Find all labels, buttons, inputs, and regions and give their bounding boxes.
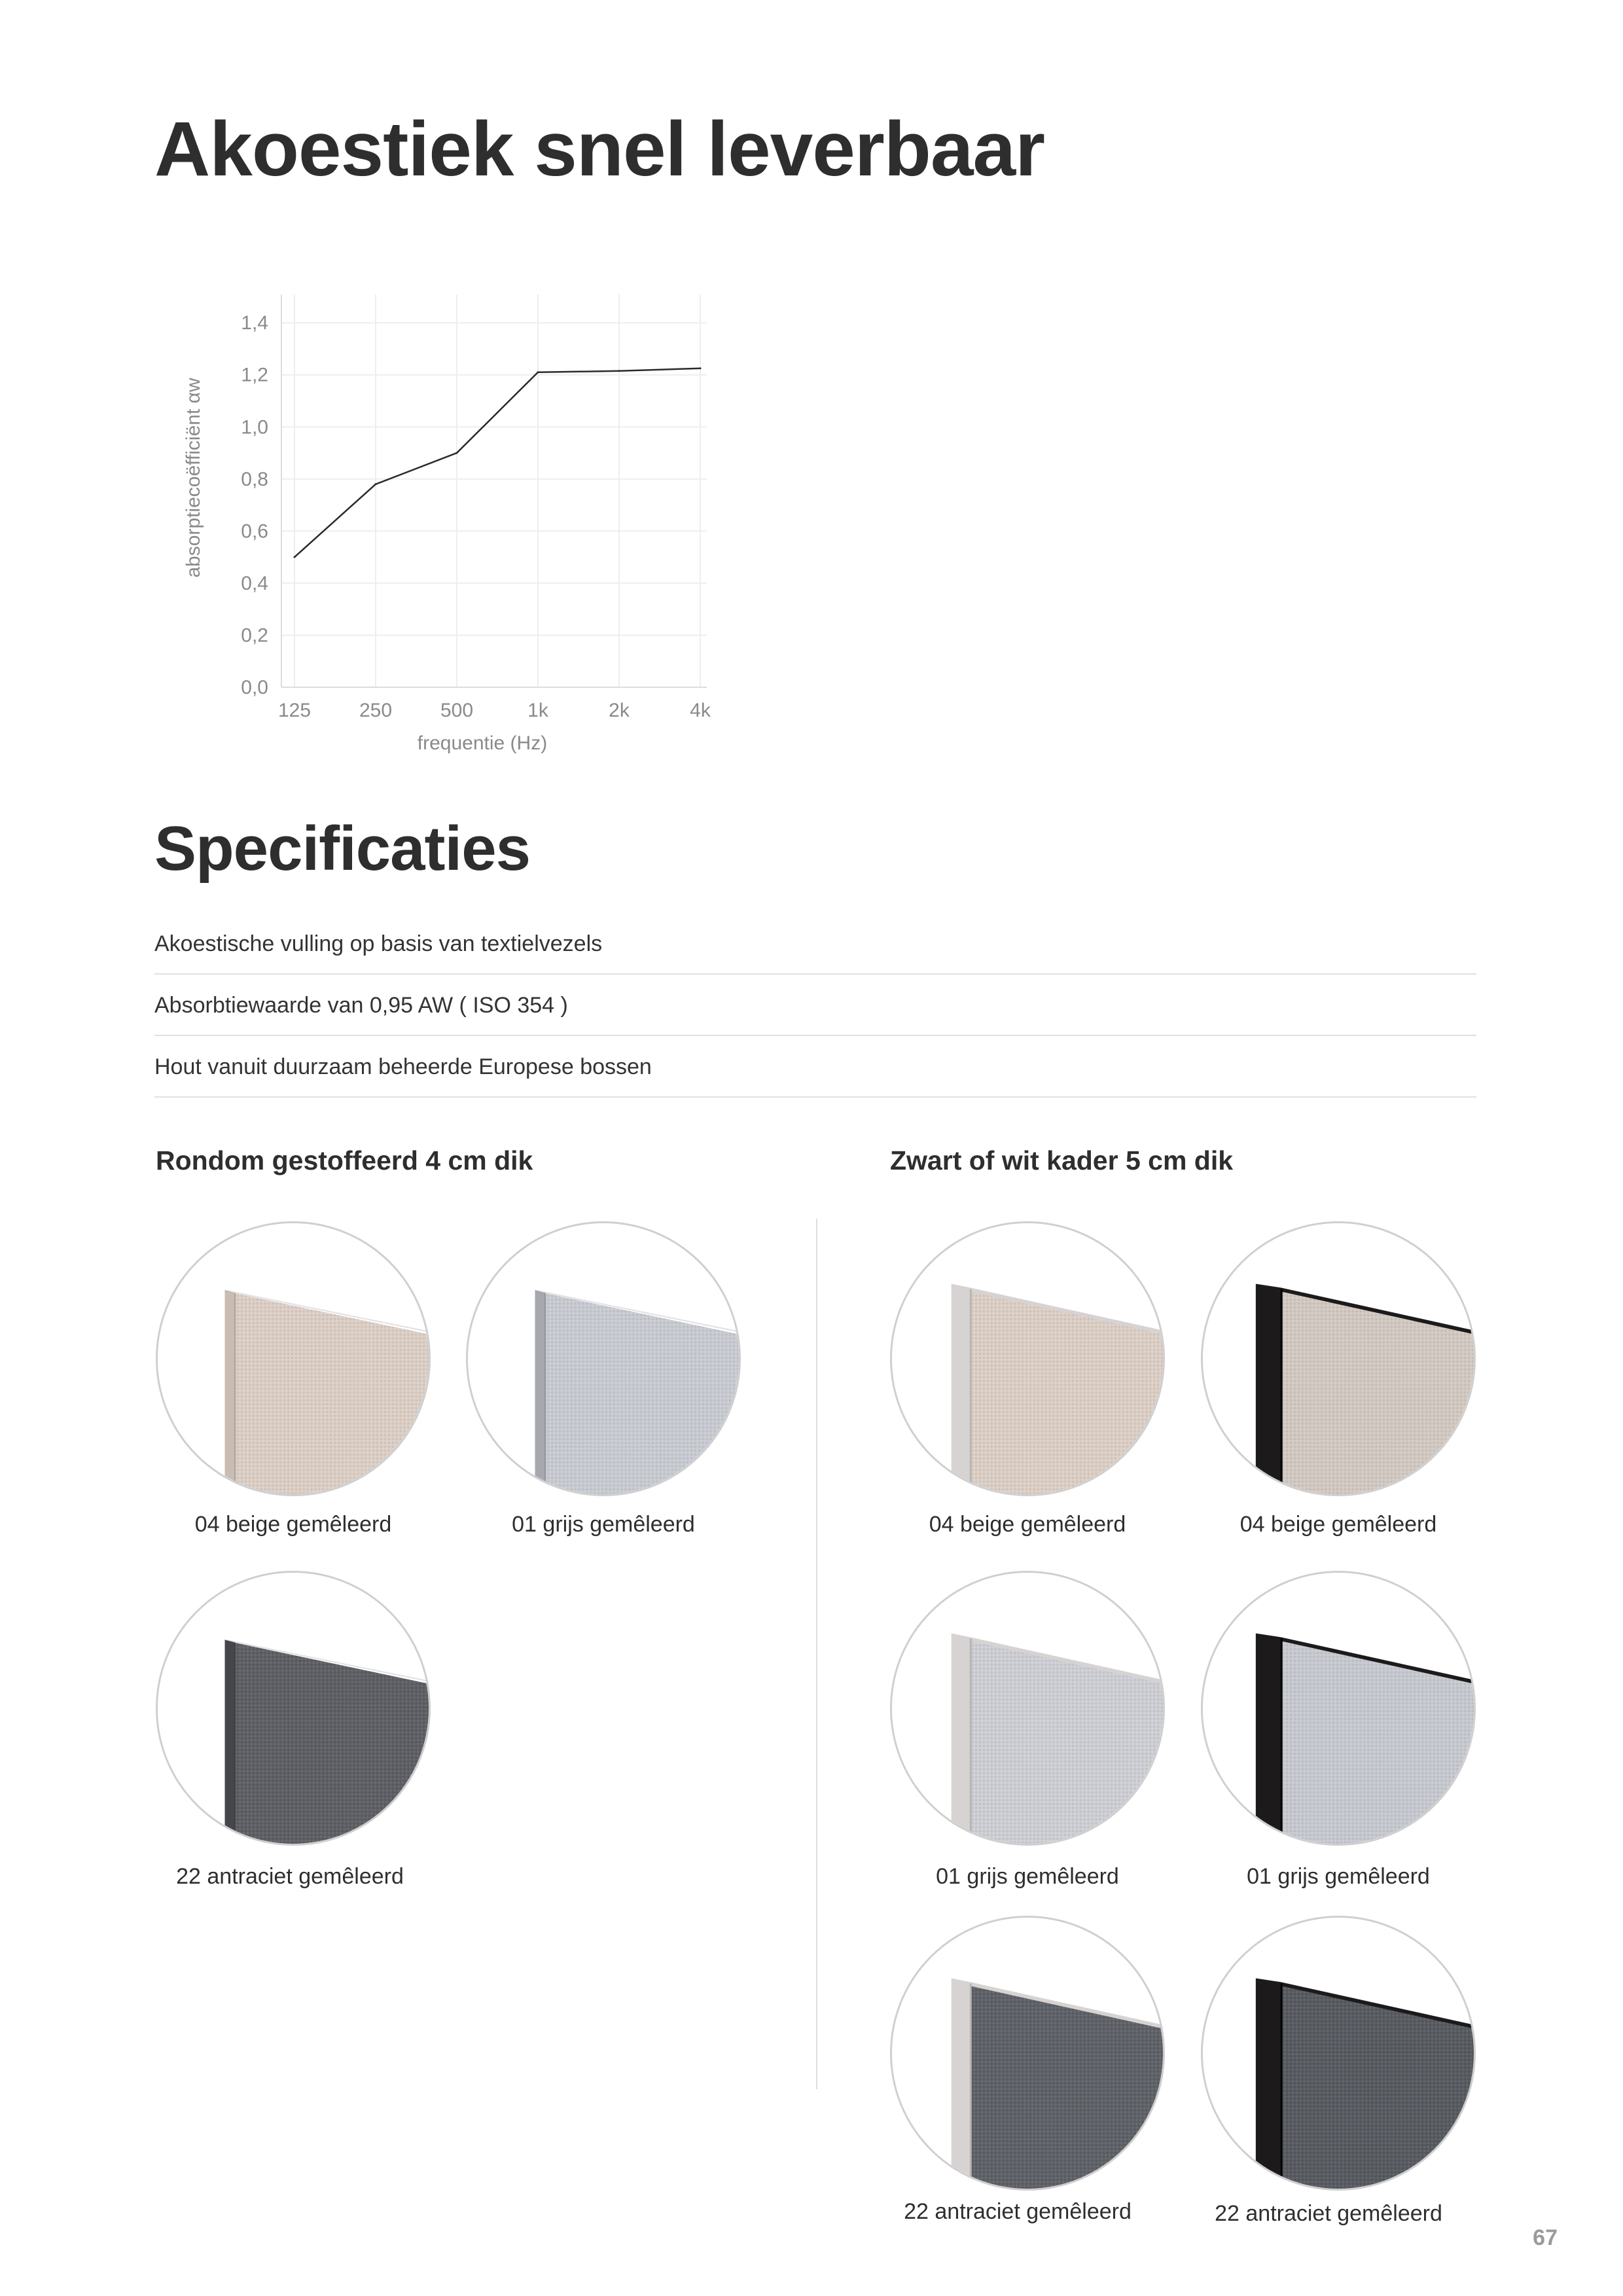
chart-x-label: frequentie (Hz) [417, 732, 548, 754]
swatch-black-frame-anthracite [1201, 1916, 1476, 2191]
chart-axes [281, 295, 707, 687]
fabric-texture [1203, 1918, 1474, 2189]
data-point [456, 452, 458, 454]
swatch-upholstered-beige [156, 1221, 431, 1496]
y-tick-label: 0,0 [241, 677, 268, 698]
chart-y-label: absorptiecoëfficiënt αw [183, 378, 204, 578]
spec-item: Hout vanuit duurzaam beheerde Europese bossen [154, 1036, 1476, 1098]
y-tick-label: 0,4 [241, 572, 268, 594]
page-title: Akoestiek snel leverbaar [154, 106, 1045, 192]
fabric-texture [158, 1573, 429, 1844]
absorption-chart [170, 268, 733, 766]
chart-grid [281, 295, 707, 687]
swatch-label: 04 beige gemêleerd [929, 1512, 1126, 1537]
data-point [618, 370, 620, 372]
swatch-label: 22 antraciet gemêleerd [176, 1864, 404, 1889]
spec-item: Akoestische vulling op basis van textielvezels [154, 913, 1476, 975]
y-tick-label: 0,2 [241, 624, 268, 647]
data-point [294, 556, 296, 558]
series-line [294, 368, 700, 557]
data-point [537, 371, 539, 373]
chart-x-ticks [278, 700, 711, 721]
swatch-white-frame-anthracite [890, 1916, 1165, 2191]
swatch-label: 22 antraciet gemêleerd [904, 2199, 1132, 2224]
page-number: 67 [1533, 2225, 1558, 2250]
data-point [375, 483, 377, 485]
x-tick-label: 2k [609, 700, 630, 721]
left-column-title: Rondom gestoffeerd 4 cm dik [156, 1145, 533, 1175]
swatch-upholstered-anthracite [156, 1571, 431, 1846]
swatch-black-frame-grey [1201, 1571, 1476, 1846]
swatch-label: 04 beige gemêleerd [194, 1512, 392, 1537]
y-tick-label: 0,8 [241, 468, 268, 490]
swatch-label: 22 antraciet gemêleerd [1215, 2201, 1442, 2226]
swatch-label: 04 beige gemêleerd [1240, 1512, 1437, 1537]
swatch-label: 01 grijs gemêleerd [1247, 1864, 1430, 1889]
fabric-texture [468, 1223, 739, 1494]
swatch-black-frame-beige [1201, 1221, 1476, 1496]
x-tick-label: 125 [277, 700, 312, 721]
swatch-upholstered-grey [466, 1221, 741, 1496]
column-divider [816, 1219, 817, 2089]
fabric-texture [892, 1918, 1163, 2189]
fabric-texture [1203, 1573, 1474, 1844]
y-tick-label: 1,0 [241, 416, 268, 439]
fabric-texture [892, 1223, 1163, 1494]
specs-title: Specificaties [154, 814, 530, 884]
fabric-texture [158, 1223, 429, 1494]
x-tick-label: 4k [690, 700, 711, 721]
spec-item: Absorbtiewaarde van 0,95 AW ( ISO 354 ) [154, 975, 1476, 1036]
swatch-label: 01 grijs gemêleerd [512, 1512, 695, 1537]
fabric-texture [1203, 1223, 1474, 1494]
swatch-white-frame-grey [890, 1571, 1165, 1846]
chart-series [294, 367, 702, 558]
data-point [700, 367, 702, 369]
y-tick-label: 0,6 [241, 520, 268, 543]
chart-y-ticks [241, 312, 268, 698]
right-column-title: Zwart of wit kader 5 cm dik [890, 1145, 1234, 1175]
swatch-label: 01 grijs gemêleerd [936, 1864, 1119, 1889]
x-tick-label: 500 [440, 700, 474, 721]
y-tick-label: 1,2 [241, 364, 268, 386]
swatch-white-frame-beige [890, 1221, 1165, 1496]
y-tick-label: 1,4 [241, 312, 268, 334]
fabric-texture [892, 1573, 1163, 1844]
x-tick-label: 250 [359, 700, 393, 721]
x-tick-label: 1k [527, 700, 548, 721]
